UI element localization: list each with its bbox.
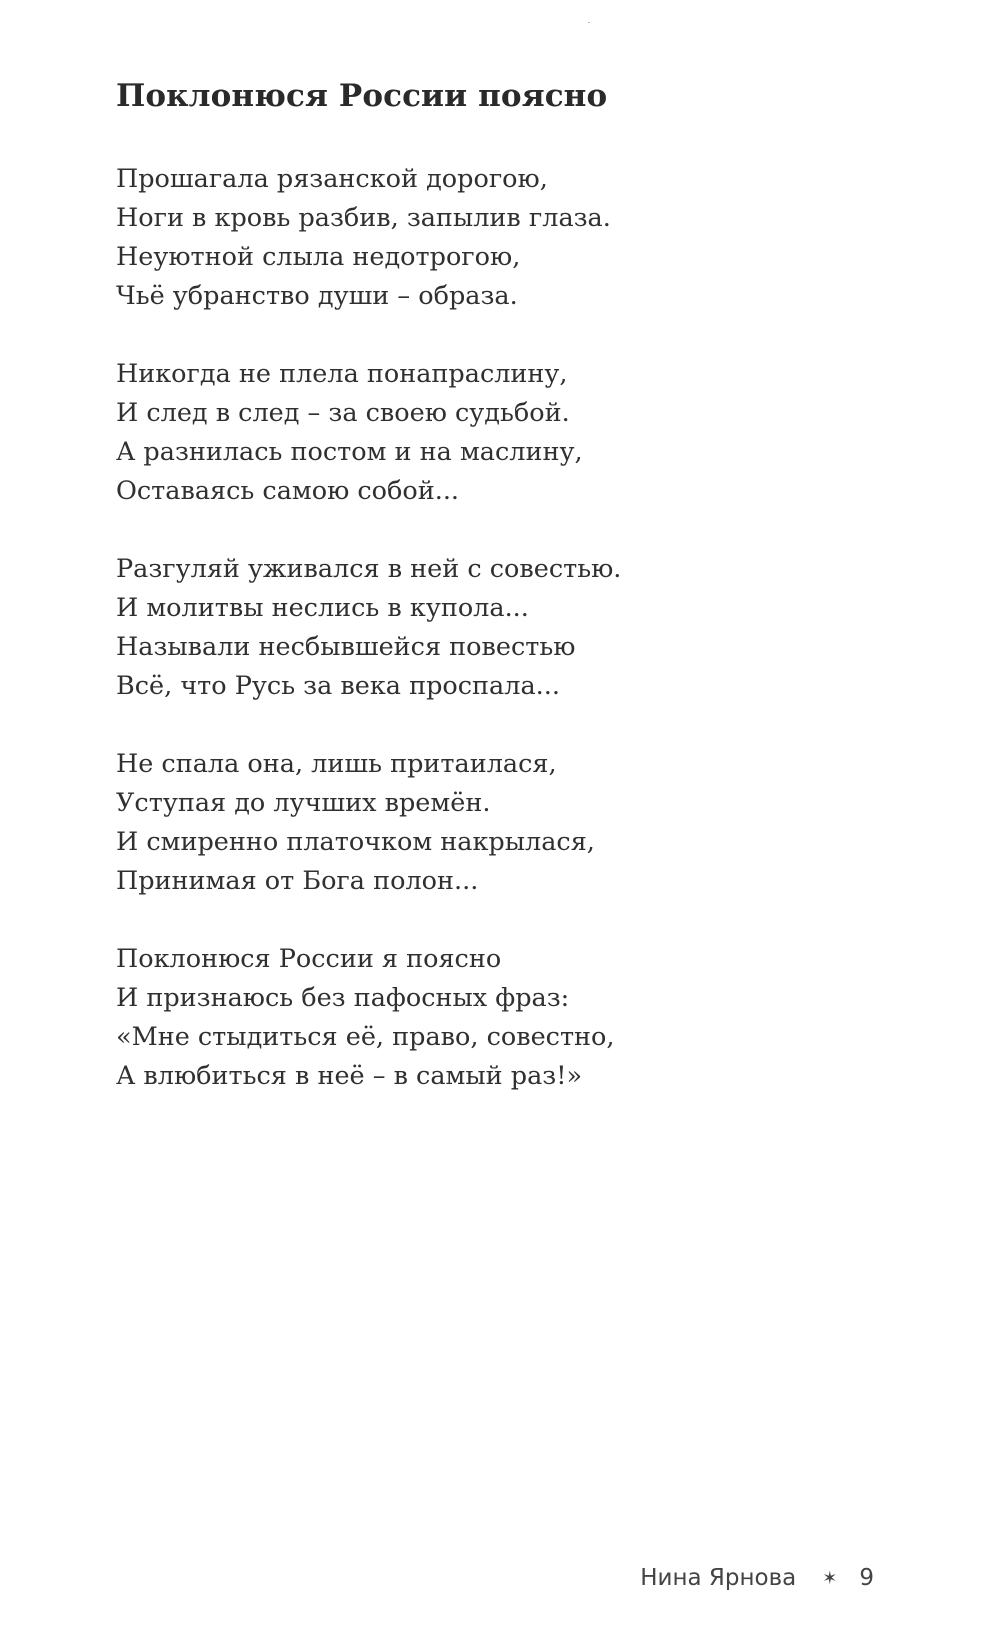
poem-line: И молитвы неслись в купола...	[116, 593, 529, 623]
poem-line: Неуютной слыла недотрогою,	[116, 242, 521, 272]
scan-speck	[588, 22, 590, 23]
page-footer	[0, 1563, 874, 1594]
poem-line: Прошагала рязанской дорогою,	[116, 164, 548, 194]
poem-title: Поклонюся России поясно	[116, 78, 608, 114]
poem-line: Чьё убранство души – образа.	[116, 281, 518, 311]
poem-line: «Мне стыдиться её, право, совестно,	[116, 1022, 615, 1052]
poem-line: Ноги в кровь разбив, запылив глаза.	[116, 203, 611, 233]
poem-line: Принимая от Бога полон...	[116, 866, 479, 896]
stanza-5	[116, 940, 876, 1096]
poem-line: Разгуляй уживался в ней с совестью.	[116, 554, 622, 584]
footer-author: Нина Ярнова	[640, 1565, 797, 1591]
stanza-1	[116, 160, 876, 316]
stanza-2	[116, 355, 876, 511]
poem-line: Поклонюся России я поясно	[116, 944, 502, 974]
asterisk-separator-icon: ✶	[822, 1568, 838, 1589]
poem-body	[116, 160, 876, 1135]
poem-line: И признаюсь без пафосных фраз:	[116, 983, 570, 1013]
poem-line: Никогда не плела понапраслину,	[116, 359, 568, 389]
poem-line: Не спала она, лишь притаилася,	[116, 749, 557, 779]
poem-line: Уступая до лучших времён.	[116, 788, 491, 818]
poem-line: А влюбиться в неё – в самый раз!»	[116, 1061, 583, 1091]
poem-line: А разнилась постом и на маслину,	[116, 437, 583, 467]
page-number: 9	[859, 1565, 874, 1591]
stanza-4	[116, 745, 876, 901]
stanza-3	[116, 550, 876, 706]
poem-line: И след в след – за своею судьбой.	[116, 398, 570, 428]
poem-line: Всё, что Русь за века проспала...	[116, 671, 560, 701]
poem-line: Оставаясь самою собой...	[116, 476, 460, 506]
poem-line: Называли несбывшейся повестью	[116, 632, 576, 662]
poem-line: И смиренно платочком накрылася,	[116, 827, 595, 857]
